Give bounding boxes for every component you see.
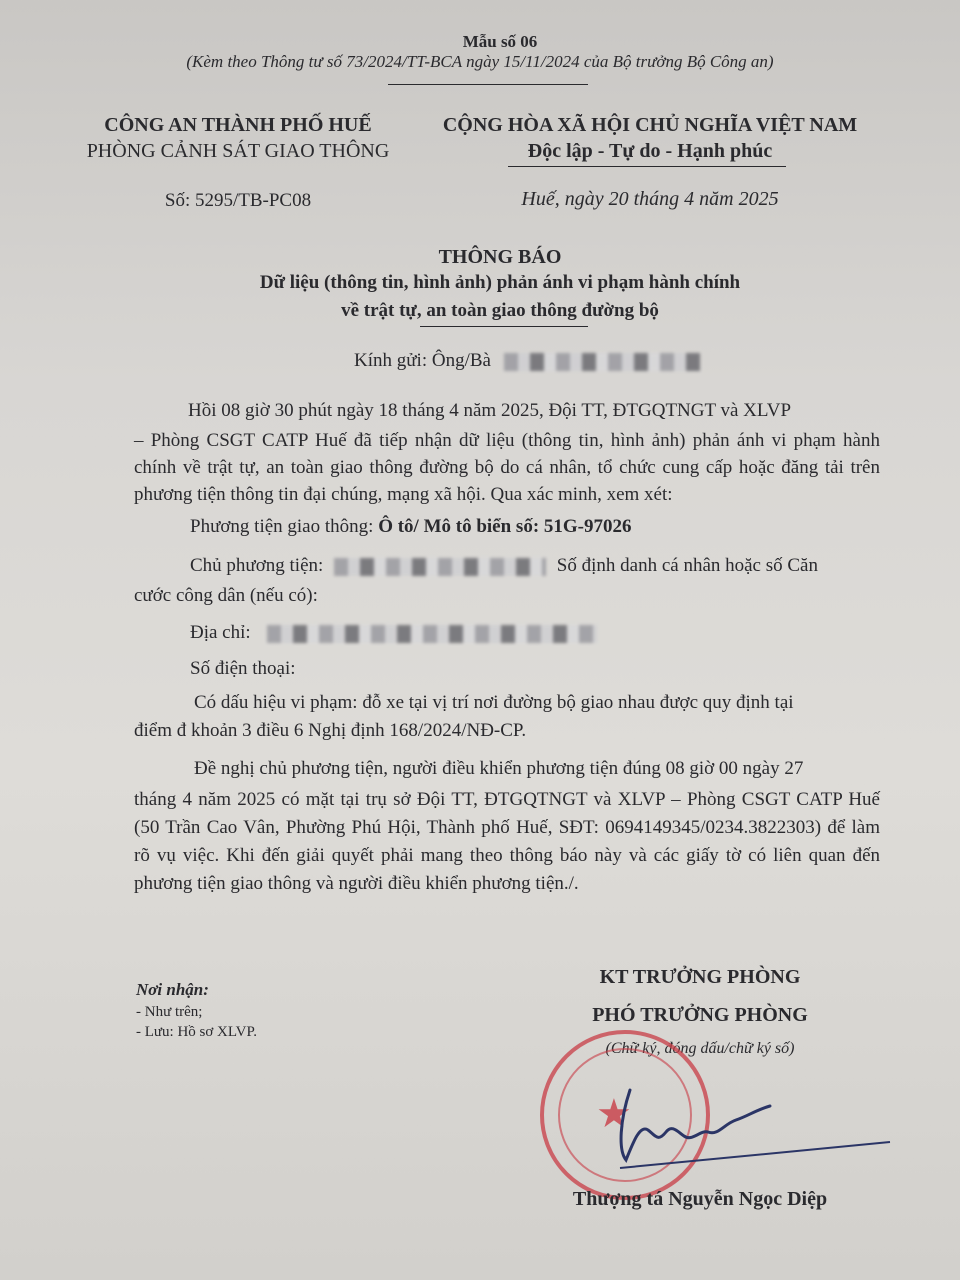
agency-name: CÔNG AN THÀNH PHỐ HUẾ — [104, 114, 372, 136]
owner-label: Chủ phương tiện: — [190, 555, 324, 576]
redacted-name — [504, 353, 700, 371]
recipient-item-2: - Lưu: Hồ sơ XLVP. — [136, 1024, 257, 1040]
signature-note: (Chữ ký, đóng dấu/chữ ký số) — [605, 1040, 795, 1057]
paragraph-1-rest: – Phòng CSGT CATP Huế đã tiếp nhận dữ liệu (thông tin, hình ảnh) phản ánh vi phạm hành chính về trật tự, an toàn giao thông đường bộ do cá nhân, tổ chức cung cấp hoặc đăng tải trên phương tiện thông tin đại chúng, mạng xã hội. Qua xác minh, xem xét: — [134, 430, 880, 505]
signer-name: Thượng tá Nguyễn Ngọc Diệp — [572, 1188, 828, 1210]
recipients-label: Nơi nhận: — [136, 980, 209, 999]
recipient-line — [354, 350, 700, 372]
nation-motto: Độc lập - Tự do - Hạnh phúc — [527, 140, 773, 162]
handwritten-signature — [600, 1070, 900, 1180]
issue-date: Huế, ngày 20 tháng 4 năm 2025 — [521, 188, 779, 210]
form-number: Mẫu số 06 — [462, 32, 538, 51]
notice-subtitle-2: về trật tự, an toàn giao thông đường bộ — [341, 300, 659, 321]
owner-line — [190, 555, 818, 577]
request-first: Đề nghị chủ phương tiện, người điều khiển phương tiện đúng 08 giờ 00 ngày 27 — [194, 758, 804, 779]
notice-subtitle-1: Dữ liệu (thông tin, hình ảnh) phản ánh vi phạm hành chính — [259, 272, 741, 293]
attached-note: (Kèm theo Thông tư số 73/2024/TT-BCA ngày 15/11/2024 của Bộ trưởng Bộ Công an) — [186, 52, 774, 71]
vehicle-line — [190, 516, 632, 538]
violation-first: Có dấu hiệu vi phạm: đỗ xe tại vị trí nơi đường bộ giao nhau được quy định tại — [194, 692, 794, 713]
recipient-item-1: - Như trên; — [136, 1004, 203, 1020]
address-label: Địa chỉ: — [190, 622, 251, 643]
nation-title: CỘNG HÒA XÃ HỘI CHỦ NGHĨA VIỆT NAM — [442, 114, 858, 136]
redacted-owner — [334, 558, 546, 576]
address-line — [190, 622, 597, 644]
request-rest: tháng 4 năm 2025 có mặt tại trụ sở Đội TT, ĐTGQTNGT và XLVP – Phòng CSGT CATP Huế (50 Trần Cao Vân, Phường Phú Hội, Thành phố Huế, SĐT: 0694149345/0234.3822303) để làm rõ vụ việc. Khi đến giải quyết phải mang theo thông báo này và các giấy tờ có liên quan đến phương tiện giao thông và người điều khiển phương tiện./. — [134, 789, 880, 894]
department-name: PHÒNG CẢNH SÁT GIAO THÔNG — [86, 140, 390, 162]
owner-id-label: Số định danh cá nhân hoặc số Căn — [556, 555, 818, 576]
violation-rest: điểm đ khoản 3 điều 6 Nghị định 168/2024/NĐ-CP. — [134, 720, 527, 741]
vehicle-label: Phương tiện giao thông: — [190, 516, 379, 537]
document-number: Số: 5295/TB-PC08 — [164, 190, 312, 211]
header-divider — [388, 84, 588, 85]
paragraph-1-first: Hồi 08 giờ 30 phút ngày 18 tháng 4 năm 2025, Đội TT, ĐTGQTNGT và XLVP — [188, 400, 792, 421]
owner-id-label-2: cước công dân (nếu có): — [134, 585, 318, 606]
phone-label: Số điện thoại: — [190, 658, 296, 679]
vehicle-value: Ô tô/ Mô tô biển số: 51G-97026 — [378, 516, 632, 537]
title-underline — [420, 326, 588, 327]
motto-underline — [508, 166, 786, 167]
signature-title-1: KT TRƯỞNG PHÒNG — [599, 966, 801, 988]
redacted-address — [267, 625, 597, 643]
seal-star-icon: ★ — [596, 1091, 632, 1136]
signature-title-2: PHÓ TRƯỞNG PHÒNG — [592, 1004, 808, 1026]
recipient-label: Kính gửi: Ông/Bà — [354, 350, 491, 371]
notice-title: THÔNG BÁO — [438, 246, 562, 268]
